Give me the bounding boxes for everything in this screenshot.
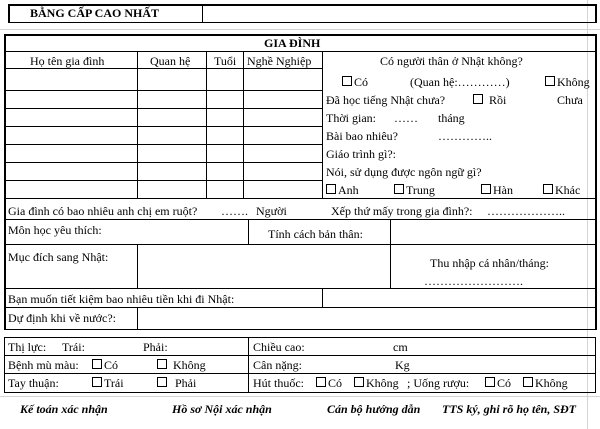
checkbox-icon[interactable] xyxy=(92,377,102,387)
checkbox-icon[interactable] xyxy=(157,359,167,369)
highest-degree-title: BẰNG CẤP CAO NHẤT xyxy=(30,6,160,20)
checkbox-icon[interactable] xyxy=(523,377,533,387)
family-member-row[interactable] xyxy=(5,69,321,89)
drinking-yes-option[interactable] xyxy=(485,376,511,390)
language-english-option[interactable] xyxy=(326,183,359,197)
weight-unit: Kg xyxy=(395,358,410,372)
siblings-people-unit: Người xyxy=(256,204,287,218)
japan-relative-no-label: Không xyxy=(557,75,590,89)
signature-internal-file: Hồ sơ Nội xác nhận xyxy=(172,402,272,416)
family-member-row[interactable] xyxy=(5,145,321,161)
language-other-label: Khác xyxy=(555,183,581,197)
duration-month-unit: tháng xyxy=(438,111,465,125)
income-label: Thu nhập cá nhân/tháng: xyxy=(430,256,549,270)
signature-accountant: Kế toán xác nhận xyxy=(20,402,108,416)
right-hand-label: Phải xyxy=(175,376,197,390)
sibling-rank-dots: ……………….. xyxy=(487,204,565,218)
handedness-label: Tay thuận: xyxy=(8,376,59,390)
family-member-row[interactable] xyxy=(5,181,321,197)
checkbox-icon[interactable] xyxy=(481,184,491,194)
family-header-job: Nghề Nghiệp xyxy=(247,54,312,68)
family-header-relation: Quan hệ xyxy=(150,54,191,68)
language-chinese-option[interactable] xyxy=(394,183,435,197)
checkbox-icon[interactable] xyxy=(473,94,483,104)
signature-advisor: Cán bộ hướng dẫn xyxy=(327,402,421,416)
smoking-no-option[interactable] xyxy=(354,376,399,390)
purpose-japan-input[interactable] xyxy=(138,245,389,287)
checkbox-icon[interactable] xyxy=(394,184,404,194)
japan-relative-no-option[interactable] xyxy=(545,75,590,89)
left-hand-option[interactable] xyxy=(92,376,124,390)
height-unit: cm xyxy=(393,340,408,354)
family-member-row[interactable] xyxy=(5,127,321,143)
studied-already-option[interactable] xyxy=(473,93,506,107)
checkbox-icon[interactable] xyxy=(316,377,326,387)
height-label: Chiều cao: xyxy=(253,340,305,354)
family-member-row[interactable] xyxy=(5,163,321,179)
family-member-row[interactable] xyxy=(5,109,321,125)
language-english-label: Anh xyxy=(338,183,359,197)
color-blind-yes-label: Có xyxy=(104,358,119,372)
personality-input[interactable] xyxy=(391,220,594,243)
smoking-label: Hút thuốc: xyxy=(253,376,304,390)
drinking-no-option[interactable] xyxy=(523,376,568,390)
income-dots: ……………………. xyxy=(424,274,523,288)
family-header-age: Tuổi xyxy=(214,54,237,68)
checkbox-icon[interactable] xyxy=(326,184,336,194)
siblings-count-question: Gia đình có bao nhiêu anh chị em ruột? xyxy=(8,204,198,218)
right-eye-label: Phải: xyxy=(143,340,168,354)
language-korean-label: Hàn xyxy=(493,183,513,197)
smoking-yes-option[interactable] xyxy=(316,376,342,390)
color-blind-yes-option[interactable] xyxy=(92,358,118,372)
siblings-count-dots: ……. xyxy=(221,204,248,218)
drinking-label: ; Uống rượu: xyxy=(407,376,470,390)
checkbox-icon[interactable] xyxy=(157,377,167,387)
sibling-rank-question: Xếp thứ mấy trong gia đình?: xyxy=(331,204,473,218)
smoking-yes-label: Có xyxy=(328,376,343,390)
lesson-label: Bài bao nhiêu? xyxy=(326,129,398,143)
duration-dots: …… xyxy=(394,111,418,125)
smoking-no-label: Không xyxy=(366,376,399,390)
language-chinese-label: Trung xyxy=(406,183,435,197)
color-blind-label: Bệnh mù màu: xyxy=(8,358,79,372)
checkbox-icon[interactable] xyxy=(545,76,555,86)
checkbox-icon[interactable] xyxy=(543,184,553,194)
right-hand-option[interactable] xyxy=(157,376,196,390)
japan-relative-yes-option[interactable] xyxy=(342,75,368,89)
weight-label: Cân nặng: xyxy=(253,358,302,372)
drinking-yes-label: Có xyxy=(497,376,512,390)
personality-label: Tính cách bản thân: xyxy=(268,227,363,241)
lesson-dots: ………….. xyxy=(438,129,492,143)
plan-return-question: Dự định khi về nước?: xyxy=(8,311,116,325)
checkbox-icon[interactable] xyxy=(354,377,364,387)
signature-trainee: TTS ký, ghi rõ họ tên, SĐT xyxy=(442,402,577,416)
checkbox-icon[interactable] xyxy=(485,377,495,387)
duration-label: Thời gian: xyxy=(326,111,377,125)
japan-relative-question: Có người thân ở Nhật không? xyxy=(380,54,523,68)
vision-label: Thị lực: xyxy=(8,340,47,354)
relation-blank: (Quan hệ:…………) xyxy=(410,75,510,89)
savings-question: Bạn muốn tiết kiệm bao nhiêu tiền khi đi Nhật: xyxy=(8,292,235,306)
family-header-name: Họ tên gia đình xyxy=(30,54,105,68)
japan-relative-yes-label: Có xyxy=(354,75,369,89)
language-korean-option[interactable] xyxy=(481,183,513,197)
left-hand-label: Trái xyxy=(104,376,124,390)
other-language-question: Nói, sử dụng được ngôn ngữ gì? xyxy=(326,165,482,179)
studied-not-yet-label: Chưa xyxy=(557,93,583,107)
textbook-label: Giáo trình gì?: xyxy=(326,147,396,161)
checkbox-icon[interactable] xyxy=(342,76,352,86)
family-section-title: GIA ĐÌNH xyxy=(264,36,321,50)
purpose-japan-label: Mục đích sang Nhật: xyxy=(8,250,109,264)
family-member-row[interactable] xyxy=(5,91,321,107)
color-blind-no-option[interactable] xyxy=(157,358,206,372)
studied-japanese-question: Đã học tiếng Nhật chưa? xyxy=(326,93,446,107)
color-blind-no-label: Không xyxy=(173,358,206,372)
language-other-option[interactable] xyxy=(543,183,580,197)
studied-already-label: Rồi xyxy=(489,93,507,107)
favorite-subject-label: Môn học yêu thích: xyxy=(8,223,102,237)
drinking-no-label: Không xyxy=(535,376,568,390)
left-eye-label: Trái: xyxy=(62,340,85,354)
checkbox-icon[interactable] xyxy=(92,359,102,369)
